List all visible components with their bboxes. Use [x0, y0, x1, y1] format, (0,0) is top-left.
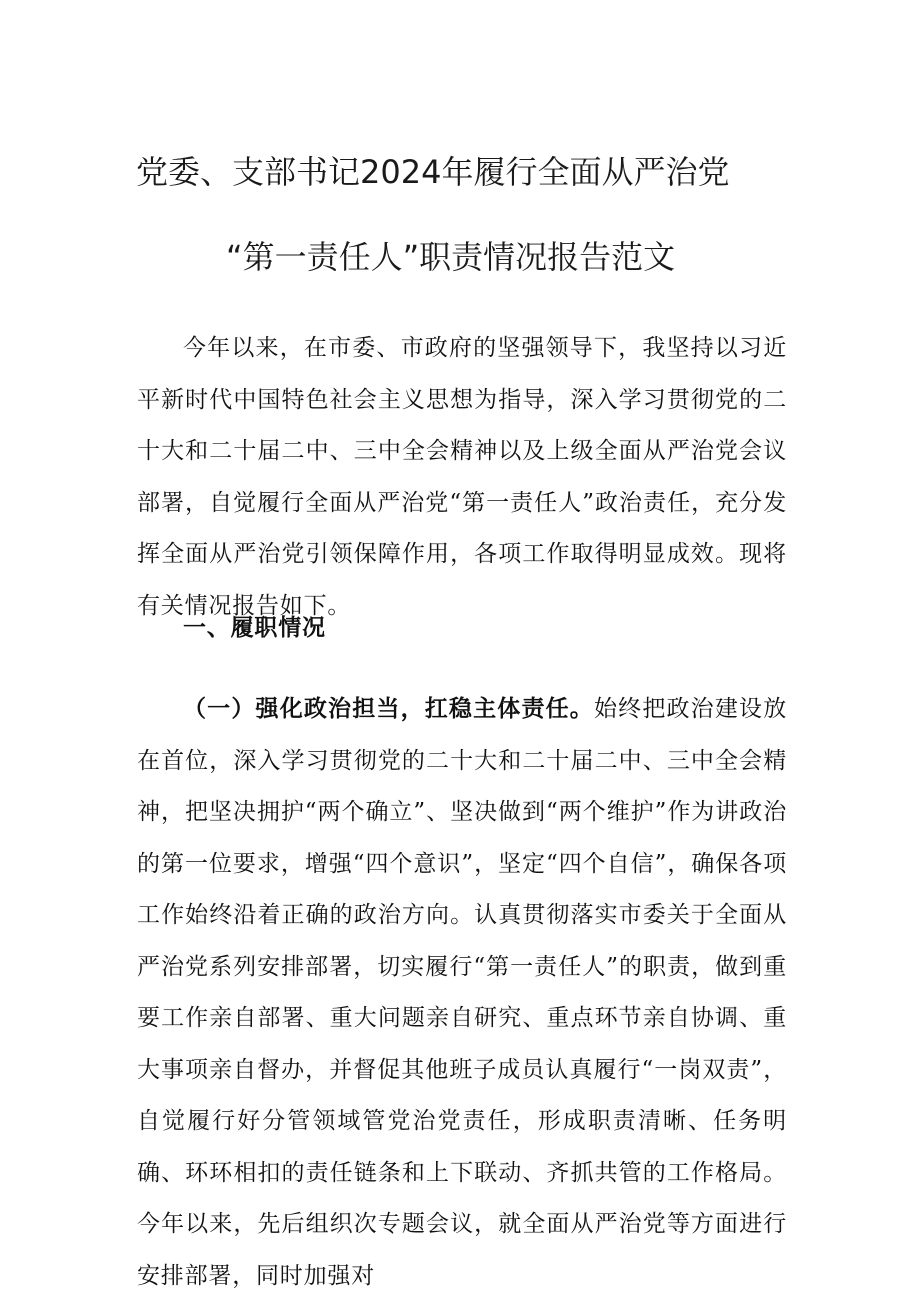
- paragraph-1-lead: （一）强化政治担当，扛稳主体责任。: [183, 695, 594, 722]
- paragraph-1: [137, 683, 787, 1302]
- paragraph-1-body: 始终把政治建设放在首位，深入学习贯彻党的二十大和二十届二中、三中全会精神，把坚决拥护“两个确立”、坚决做到“两个维护”作为讲政治的第一位要求，增强“四个意识”，坚定“四个自信”，确保各项工作始终沿着正确的政治方向。认真贯彻落实市委关于全面从严治党系列安排部署，切实履行“第一责任人”的职责，做到重要工作亲自部署、重大问题亲自研究、重点环节亲自协调、重大事项亲自督办，并督促其他班子成员认真履行“一岗双责”，自觉履行好分管领域管党治党责任，形成职责清晰、任务明确、环环相扣的责任链条和上下联动、齐抓共管的工作格局。今年以来，先后组织次专题会议，就全面从严治党等方面进行安排部署，同时加强对: [137, 696, 787, 1289]
- section-heading-performance: 一、履职情况: [183, 614, 326, 641]
- intro-paragraph: 今年以来，在市委、市政府的坚强领导下，我坚持以习近平新时代中国特色社会主义思想为指导，深入学习贯彻党的二十大和二十届二中、三中全会精神以及上级全面从严治党会议部署，自觉履行全面从严治党“第一责任人”政治责任，充分发挥全面从严治党引领保障作用，各项工作取得明显成效。现将有关情况报告如下。: [137, 335, 787, 619]
- document-title-line-1: 党委、支部书记2024年履行全面从严治党: [136, 153, 730, 191]
- document-title-line-2: “第一责任人”职责情况报告范文: [226, 238, 676, 276]
